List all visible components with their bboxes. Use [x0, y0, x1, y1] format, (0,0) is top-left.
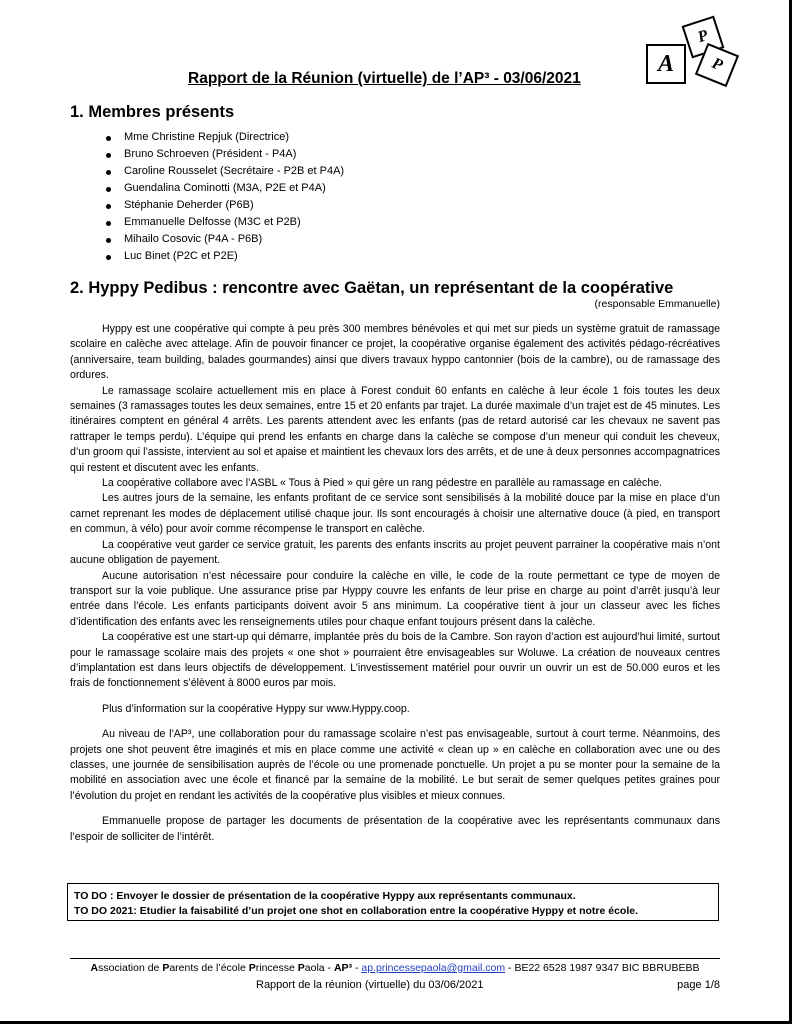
todo-item: TO DO 2021: Etudier la faisabilité d’un projet one shot en collaboration entre la coopérative Hyppy et notre école.	[74, 905, 639, 917]
list-item: Luc Binet (P2C et P2E)	[104, 248, 344, 265]
logo-die-face-front: A	[646, 44, 686, 84]
footer-text: ssociation	[98, 962, 145, 974]
footer-text: rincesse	[255, 962, 298, 974]
info-paragraph: Plus d’information sur la coopérative Hyppy sur www.Hyppy.coop.	[102, 702, 410, 715]
paragraph: Au niveau de l’AP³, une collaboration pour du ramassage scolaire n’est pas envisageable, surtout à court terme. Néanmoins, des projets one shot peuvent être imaginés et mis en place comme une activité « clean up » en calèche en collaboration avec une ou des classes, une journée de sensibilisation auprès de l’école ou une promenade ponctuelle. Un projet a pu se monter pour la semaine de la mobilité en association avec une école et financé par la semaine de la mobilité. Le but serait de semer quelques petites graines pour l’évolution du projet en rendant les activités de la coopérative plus visibles et mieux connues.	[70, 728, 720, 802]
email-link[interactable]: ap.princessepaola@gmail.com	[361, 962, 506, 974]
todo-box	[67, 883, 719, 921]
footer-text: P	[162, 962, 170, 974]
footer-text: -	[352, 962, 362, 974]
list-item: Caroline Rousselet (Secrétaire - P2B et P4A)	[104, 163, 344, 180]
document-title: Rapport de la Réunion (virtuelle) de l’AP³ - 03/06/2021	[188, 70, 581, 87]
footer-text: A	[90, 962, 99, 974]
paragraph: Les autres jours de la semaine, les enfants profitant de ce service sont sensibilisés à la mobilité douce par la mise en place d’un carnet reprenant les modes de déplacement utilisé chaque jour. Ils sont encouragés à choisir une alternative douce (à pied, en transport en commun, à vélo) pour avoir comme récompense le transport en calèche.	[70, 492, 720, 536]
footer-divider	[70, 958, 720, 959]
section-members-heading: 1. Membres présents	[70, 103, 235, 121]
paragraph: Hyppy est une coopérative qui compte à peu près 300 membres bénévoles et qui met sur pieds un système gratuit de ramassage scolaire en calèche avec attelage. Afin de pouvoir financer ce projet, la coopérative organise également des activités pédago-récréatives (anniversaire, team building, balades gourmandes) ainsi que divers travaux hyppo cantonnier (bois de la cambre), ou de ramassage des ordures.	[70, 323, 720, 382]
paragraph: La coopérative est une start-up qui démarre, implantée près du bois de la Cambre. Son rayon d’action est aujourd’hui limité, surtout pour le ramassage scolaire mais des projets « one shot » pourraient être envisageables sur Woluwe. La création de nouveaux centres d’implantation est dans leurs objectifs de développement. L’investissement matériel pour ouvrir un ouvrir un est de 50.000 euros et les frais de fonctionnement s’élèvent à 8000 euros par mois.	[70, 631, 720, 690]
list-item: Mihailo Cosovic (P4A - P6B)	[104, 231, 344, 248]
members-list	[104, 129, 344, 265]
logo-die-face-right: P	[695, 43, 739, 87]
footer-association-line	[70, 962, 720, 974]
list-item: Guendalina Cominotti (M3A, P2E et P4A)	[104, 180, 344, 197]
section-hyppy-heading: 2. Hyppy Pedibus : rencontre avec Gaëtan, un représentant de la coopérative	[70, 279, 674, 297]
section-hyppy-body	[70, 322, 720, 845]
footer-text: aola -	[304, 962, 334, 974]
paragraph: La coopérative veut garder ce service gratuit, les parents des enfants inscrits au projet peuvent parrainer la coopérative mais n’ont aucune obligation de payement.	[70, 538, 720, 567]
paragraph: Le ramassage scolaire actuellement mis en place à Forest conduit 60 enfants en calèche à leur école 1 fois toutes les deux semaines (3 ramassages toutes les deux semaines, entre 15 et 20 enfants par trajet. La durée maximale d’un trajet est de 45 minutes. Les itinéraires comptent en général 4 arrêts. Les parents attendent avec les enfants (pas de retard autorisé car les chevaux ne savent pas rattraper le temps perdu). L’équipe qui prend les enfants en charge dans la calèche se compose d’un meneur qui conduit les cheveux, d’un groom qui l’assiste, intervient au sol et apaise et maintient les chevaux lors des arrêts, et de une à deux personnes accompagnatrices qui restent et discutent avec les enfants.	[70, 384, 720, 474]
footer-text: P	[297, 962, 305, 974]
footer-text: de	[144, 962, 163, 974]
list-item: Mme Christine Repjuk (Directrice)	[104, 129, 344, 146]
footer-report-title: Rapport de la réunion (virtuelle) du 03/06/2021	[256, 979, 484, 991]
list-item: Stéphanie Deherder (P6B)	[104, 197, 344, 214]
todo-item: TO DO : Envoyer le dossier de présentation de la coopérative Hyppy aux représentants communaux.	[74, 890, 576, 902]
page-number: page 1/8	[677, 979, 720, 991]
footer-text: arents de l’école	[169, 962, 249, 974]
footer-bank: - BE22 6528 1987 9347 BIC BBRUBEBB	[505, 962, 700, 974]
paragraph: Emmanuelle propose de partager les documents de présentation de la coopérative avec les représentants communaux dans l’espoir de solliciter de l’intérêt.	[70, 815, 720, 843]
paragraph: La coopérative collabore avec l’ASBL « Tous à Pied » qui gère un rang pédestre en parallèle au ramassage en calèche.	[102, 477, 663, 490]
footer-text: AP³	[333, 962, 353, 974]
paragraph: Aucune autorisation n’est nécessaire pour conduire la calèche en ville, le code de la route permettant ce type de moyen de transport sur la voie publique. Une assurance prise par Hyppy couvre les enfants de leur prise en charge au point d’arrêt jusqu’à leur entrée dans l’école. Les enfants participants doivent avoir 5 ans minimum. La coopérative tient à jour un classeur avec les fiches d’identification des enfants avec les renseignements utiles pour chaque enfant toujours présent dans la calèche.	[70, 569, 720, 628]
list-item: Bruno Schroeven (Président - P4A)	[104, 146, 344, 163]
responsable-note: (responsable Emmanuelle)	[594, 298, 720, 310]
ap3-logo	[636, 18, 736, 84]
footer-text: P	[248, 962, 256, 974]
logo-die-face-top: P	[682, 16, 725, 59]
list-item: Emmanuelle Delfosse (M3C et P2B)	[104, 214, 344, 231]
